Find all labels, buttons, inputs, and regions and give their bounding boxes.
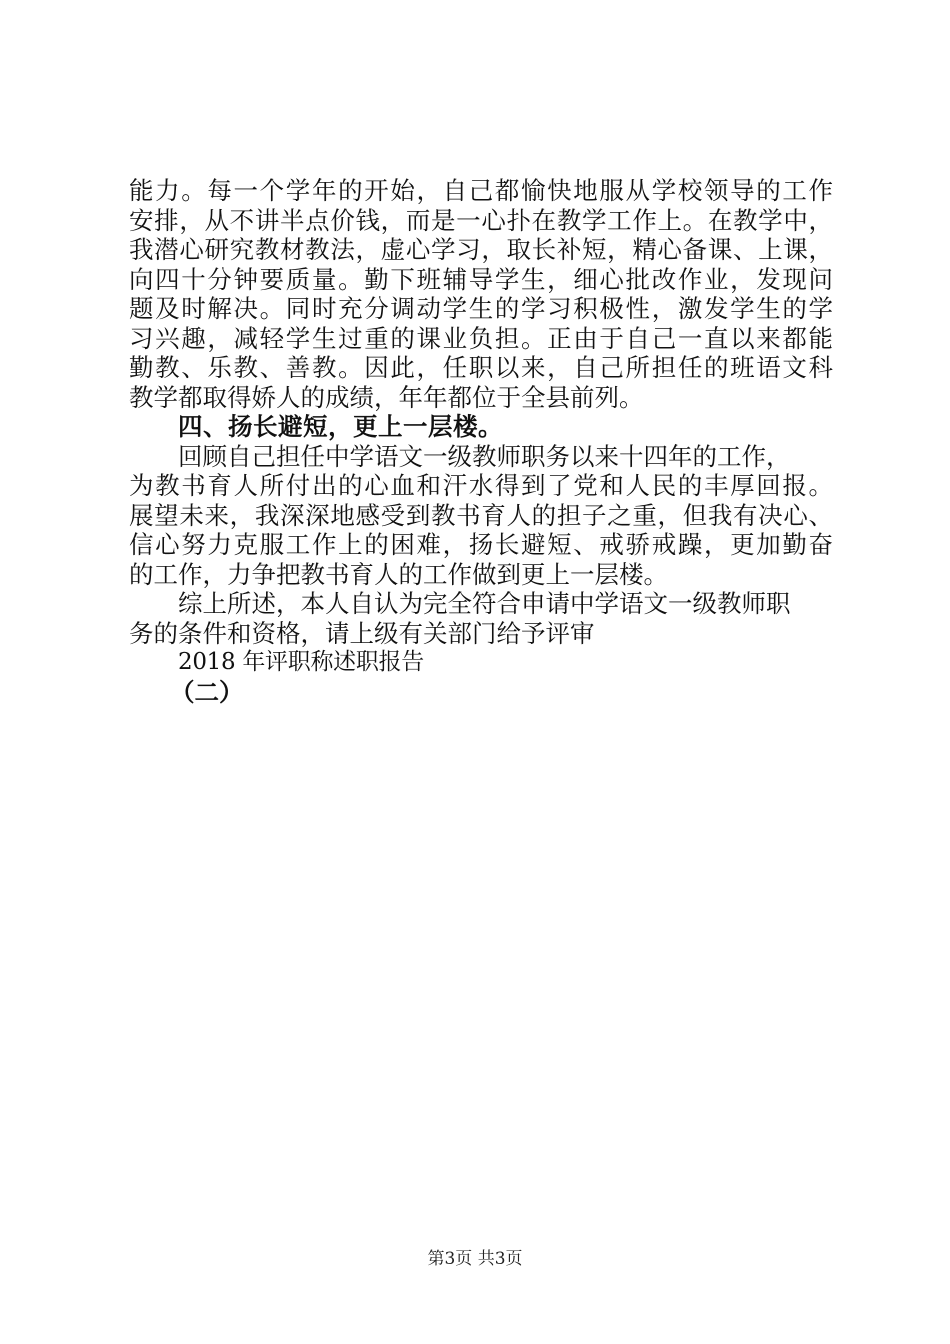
- next-report-title: 2018 年评职称述职报告: [178, 649, 424, 675]
- para3-line-2: 务的条件和资格，请上级有关部门给予评审: [129, 618, 595, 648]
- next-report-part: （二）: [170, 677, 244, 707]
- document-body: [129, 176, 839, 707]
- body-line-8: 教学都取得娇人的成绩，年年都位于全县前列。: [129, 382, 644, 412]
- body-line-7: 勤教、乐教、善教。因此，任职以来，自己所担任的班语文科: [129, 353, 833, 382]
- section-heading-4: 四、扬长避短，更上一层楼。: [178, 412, 503, 441]
- page-footer: 第3页 共3页: [427, 1249, 523, 1269]
- body-line-4: 向四十分钟要质量。勤下班辅导学生，细心批改作业，发现问: [129, 264, 833, 294]
- para2-line-3: 展望未来，我深深地感受到教书育人的担子之重，但我有决心、: [129, 500, 833, 530]
- body-line-3: 我潜心研究教材教法，虚心学习，取长补短，精心备课、上课，: [129, 235, 833, 264]
- body-line-5: 题及时解决。同时充分调动学生的学习积极性，激发学生的学: [129, 294, 833, 323]
- body-line-1: 能力。每一个学年的开始，自己都愉快地服从学校领导的工作: [129, 176, 833, 205]
- para2-line-1: 回顾自己担任中学语文一级教师职务以来十四年的工作，: [178, 441, 791, 471]
- para2-line-2: 为教书育人所付出的心血和汗水得到了党和人民的丰厚回报。: [129, 471, 833, 500]
- para2-line-4: 信心努力克服工作上的困难，扬长避短、戒骄戒躁，更加勤奋: [129, 530, 833, 559]
- para2-line-5: 的工作，力争把教书育人的工作做到更上一层楼。: [129, 559, 668, 589]
- body-line-6: 习兴趣，减轻学生过重的课业负担。正由于自己一直以来都能: [129, 323, 833, 353]
- body-line-2: 安排，从不讲半点价钱，而是一心扑在教学工作上。在教学中，: [129, 205, 833, 235]
- para3-line-1: 综上所述，本人自认为完全符合申请中学语文一级教师职: [178, 589, 791, 618]
